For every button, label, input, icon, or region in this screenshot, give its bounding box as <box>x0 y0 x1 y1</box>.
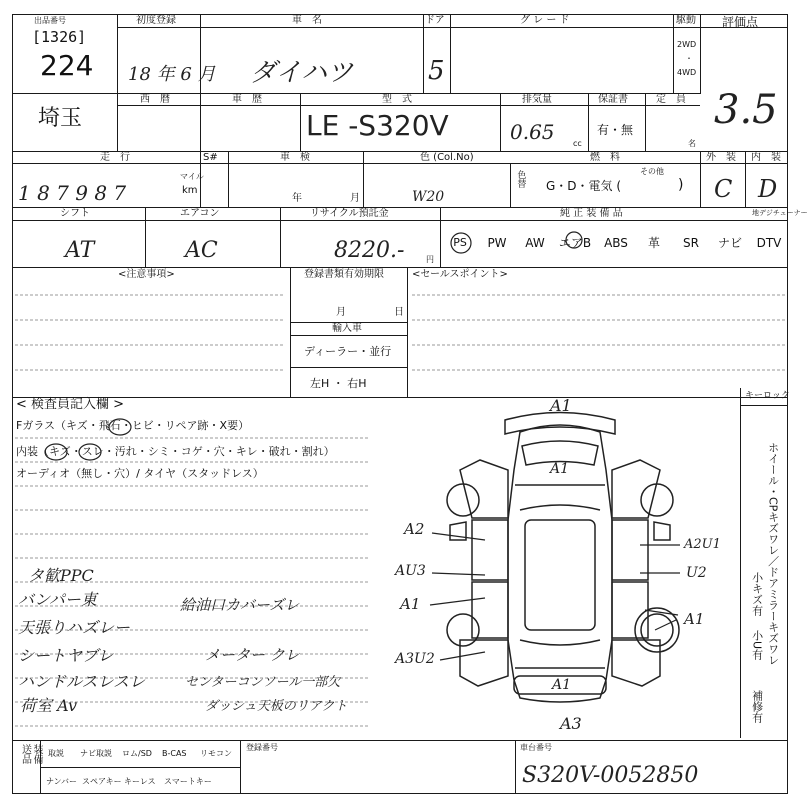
lot-bracket: [1326] <box>32 28 87 46</box>
reg-no-label: 登録番号 <box>246 743 278 752</box>
mark-front-left-fender: A2 <box>404 520 425 538</box>
capacity-unit: 名 <box>688 139 696 148</box>
exterior-value: C <box>714 175 733 203</box>
handwritten-note-2: バンパー東 <box>18 590 97 609</box>
ac-label: エアコン <box>180 208 220 219</box>
dealer-label: ディーラー・並行 <box>304 345 392 358</box>
equip-sr: SR <box>683 236 699 250</box>
mark-right-front: A2U1 <box>684 537 721 552</box>
drive-4wd: 4WD <box>677 68 697 77</box>
border-bottom <box>12 793 788 794</box>
equip-ps: PS <box>453 236 467 249</box>
sharp-label: S# <box>203 152 218 163</box>
chassis-label: 車台番号 <box>520 743 552 752</box>
mark-rear-bumper: A3 <box>560 714 582 733</box>
equip-aw: AW <box>525 236 545 250</box>
handle-label: 左H ・ 右H <box>310 377 367 390</box>
recycle-label: リサイクル預託金 <box>310 208 389 219</box>
footer-item-rom-sd: ロム/SD <box>122 749 152 758</box>
sales-point-label: <セールスポイント> <box>412 269 508 280</box>
footer-equip-label <box>19 744 42 764</box>
handwritten-note-5: ハンドルスレスレ <box>18 672 146 691</box>
grade-label: グ レ ー ド <box>520 15 570 26</box>
car-name-value: ダイハツ <box>250 58 353 88</box>
model-value: LE -S320V <box>306 109 449 142</box>
warranty-value: 有・無 <box>597 123 634 137</box>
row1-header-line <box>117 27 787 28</box>
border-right <box>787 14 788 794</box>
footer-item-plate: ナンバー <box>46 777 78 786</box>
equip-abs: ABS <box>604 236 628 250</box>
footer-top <box>12 740 788 741</box>
first-reg-label: 初度登録 <box>136 15 176 26</box>
drive-2wd: 2WD <box>677 40 697 49</box>
mark-rear-bumper-top: A1 <box>552 677 572 693</box>
mark-left-rear-fender: A3U2 <box>395 651 435 667</box>
row1-vline-3 <box>423 14 424 94</box>
interior-value: D <box>758 175 778 203</box>
row1-vline-1 <box>117 14 118 94</box>
notes-hline-3 <box>290 367 407 368</box>
mark-left-door-front: AU3 <box>395 563 426 579</box>
shift-label: シフト <box>60 208 90 219</box>
row2-vline-2 <box>200 93 201 151</box>
row3-vline-4 <box>510 163 511 207</box>
inspection-label: 車 歴 <box>232 94 262 105</box>
notes-hline-2 <box>290 335 407 336</box>
exterior-label: 外 装 <box>706 152 736 163</box>
border-top <box>12 14 788 15</box>
color-value: W20 <box>412 189 445 205</box>
caution-label: <注意事項> <box>118 269 175 280</box>
row1-vline-6 <box>700 14 701 94</box>
row3-bottom <box>12 207 788 208</box>
row2-vline-6 <box>645 93 646 151</box>
mileage-unit-top: マイル <box>180 172 204 181</box>
footer-item-manual: 取説 <box>48 749 64 758</box>
shaken-month: 月 <box>350 193 360 204</box>
recycle-value: 8220.- <box>334 238 405 263</box>
model-label: 型 式 <box>382 94 412 105</box>
keyless-label: キーロック <box>745 391 790 401</box>
footer-item-navi-manual: ナビ取説 <box>80 749 112 758</box>
mileage-label: 走 行 <box>100 152 130 163</box>
equip-pw: PW <box>487 236 507 250</box>
first-reg-value: 18 年 6 月 <box>128 64 216 85</box>
row2-vline-1 <box>117 93 118 151</box>
notes-bottom <box>12 397 788 398</box>
row2-vline-5 <box>588 93 589 151</box>
fuel-close-paren: ) <box>678 177 684 193</box>
inspector-title: < 検査員記入欄 > <box>16 397 125 412</box>
fuel-label: 燃 料 <box>590 152 620 163</box>
top-label: 出品番号 <box>34 16 66 25</box>
legend-text: ホイール・CPキズワレ／ドアミラーキズワレ <box>766 442 780 666</box>
score-label: 評価点 <box>722 15 759 29</box>
row3-vline-5 <box>700 151 701 207</box>
doors-value: 5 <box>428 56 445 86</box>
row4-vline-2 <box>280 207 281 267</box>
handwritten-note-6: 荷室 Av <box>20 696 78 715</box>
glass-line: Fガラス（キズ・飛石・ヒビ・リペア跡・X要） <box>16 419 250 432</box>
row3-vline-3 <box>363 151 364 207</box>
legend-line-1: 小キズ有 <box>750 572 764 616</box>
day-label: 日 <box>394 307 404 318</box>
car-name-label: 車 名 <box>292 15 322 26</box>
handwritten-right-2: メーター クレ <box>205 646 300 664</box>
ac-value: AC <box>185 238 218 263</box>
recycle-unit: 円 <box>426 255 434 264</box>
shaken-year: 年 <box>292 193 302 204</box>
interior-label: 内 装 <box>751 152 781 163</box>
handwritten-right-1: 給油口カバーズレ <box>180 596 300 614</box>
displacement-label: 排気量 <box>522 94 552 105</box>
footer-equip-label-top: 装備 <box>31 744 42 764</box>
import-label: 輸入車 <box>332 323 362 334</box>
mark-left-door-rear: A1 <box>400 595 421 613</box>
footer-item-smart-key: スマートキー <box>164 777 212 786</box>
footer-equip-label-bottom: 送品 <box>19 744 31 764</box>
footer-vline-3 <box>515 740 516 794</box>
footer-item-spare-key: スペアキー <box>82 777 122 786</box>
legend-vline <box>740 388 741 738</box>
footer-item-keyless: キーレス <box>124 777 156 786</box>
fuel-value: G・D・電気 ( <box>546 179 622 193</box>
equip-leather: 革 <box>647 236 660 250</box>
era-label: 西 暦 <box>140 94 170 105</box>
capacity-label: 定 員 <box>656 94 686 105</box>
mark-right-rear: A1 <box>684 610 705 628</box>
mileage-value: 1 8 7 9 8 7 <box>18 181 127 205</box>
notes-vline-1 <box>290 267 291 397</box>
handwritten-right-3: センターコンソール一部欠 <box>185 675 341 690</box>
row4-bottom <box>12 267 788 268</box>
row1-vline-5 <box>673 14 674 94</box>
legend-line-2: 小U有 <box>750 630 764 661</box>
row2-header-line <box>117 105 700 106</box>
handwritten-note-4: シートヤブレ <box>18 646 114 665</box>
month-label: 月 <box>336 307 346 318</box>
row2-vline-4 <box>500 93 501 151</box>
warranty-label: 保証書 <box>598 94 628 105</box>
color-label: 色 (Col.No) <box>420 152 474 163</box>
drive-dot: ・ <box>685 54 693 63</box>
audio-line: オーディオ（無し・穴）/ タイヤ（スタッドレス） <box>16 467 264 480</box>
score-value: 3.5 <box>714 87 778 133</box>
footer-item-remote: リモコン <box>200 749 232 758</box>
mark-right-door: U2 <box>686 565 707 581</box>
row4-header-line <box>12 220 788 221</box>
fuel-other: その他 <box>640 167 664 176</box>
legend-hline <box>740 405 788 406</box>
shift-value: AT <box>65 238 95 263</box>
interior-line: 内装（キズ・スレ・汚れ・シミ・コゲ・穴・キレ・破れ・割れ） <box>16 445 335 458</box>
handwritten-note-1: タ歓PPC <box>28 566 94 585</box>
handwritten-right-4: ダッシュ天板のリアクト <box>205 699 348 714</box>
equipment-label: 純 正 装 備 品 <box>560 208 623 219</box>
mileage-unit-bottom: km <box>182 185 198 196</box>
doors-label: ドア <box>425 15 445 26</box>
equipment-extra: 地デジチューナー <box>752 209 808 217</box>
doc-expiry-label: 登録書類有効期限 <box>304 269 384 280</box>
mark-top: A1 <box>550 396 572 415</box>
row4-vline-3 <box>440 207 441 267</box>
row3-vline-6 <box>745 151 746 207</box>
drive-label: 駆動 <box>676 15 696 26</box>
footer-item-bcas: B-CAS <box>162 749 187 758</box>
footer-vline-2 <box>240 740 241 794</box>
border-left <box>12 14 13 794</box>
equip-navi: ナビ <box>717 236 742 250</box>
notes-vline-2 <box>407 267 408 397</box>
row1-vline-4 <box>450 14 451 94</box>
row3-header-line <box>12 163 788 164</box>
chassis-value: S320V-0052850 <box>522 763 699 788</box>
lot-number: 224 <box>40 49 94 82</box>
displacement-value: 0.65 <box>510 120 555 144</box>
row2-vline-3 <box>300 93 301 151</box>
shaken-label: 車 検 <box>280 152 310 163</box>
row1-bottom <box>12 93 700 94</box>
legend-line-3: 補修有 <box>750 690 764 723</box>
row3-vline-2 <box>228 151 229 207</box>
region-value: 埼玉 <box>38 106 83 131</box>
row4-vline-1 <box>145 207 146 267</box>
color-change-label: 色替 <box>515 170 526 188</box>
mark-hood: A1 <box>550 461 570 477</box>
displacement-unit: cc <box>573 139 582 148</box>
handwritten-note-3: 天張りハズレー <box>18 618 131 637</box>
equip-airbag: エアB <box>558 236 592 250</box>
equip-dtv: DTV <box>756 236 782 250</box>
footer-mid <box>40 767 240 768</box>
